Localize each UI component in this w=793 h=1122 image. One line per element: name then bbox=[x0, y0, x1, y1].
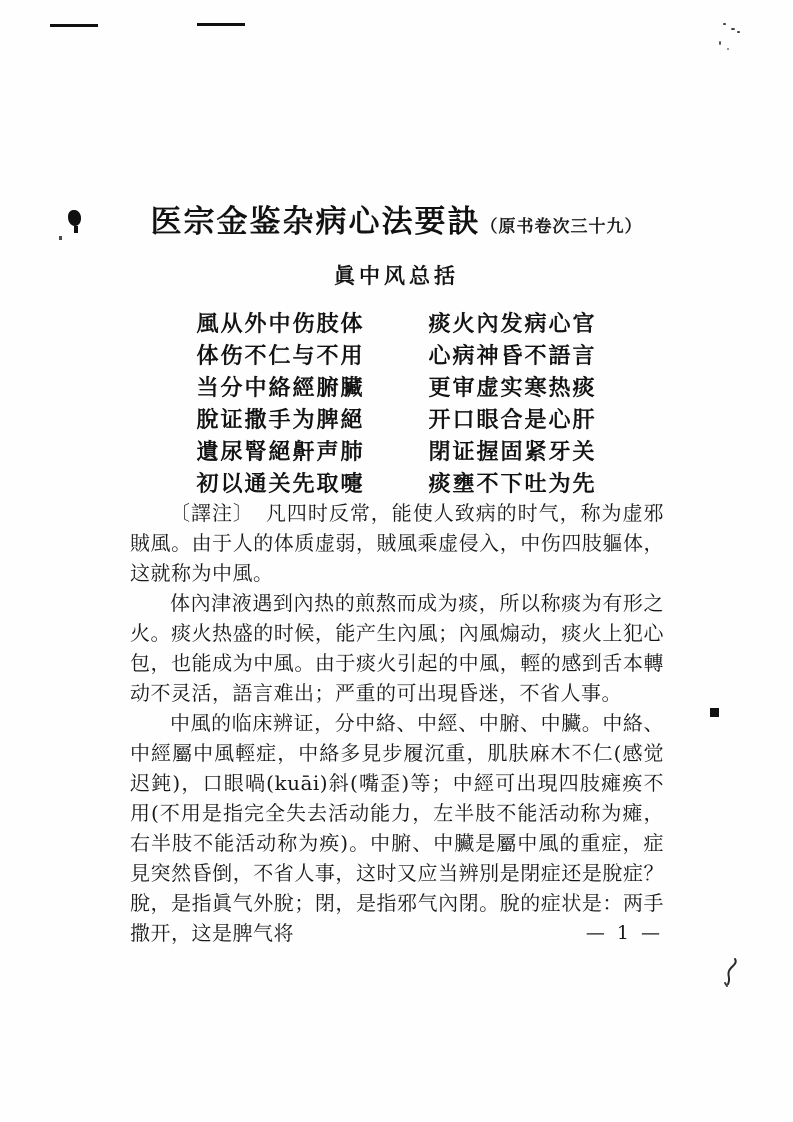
verse-right: 开口眼合是心肝 bbox=[428, 406, 597, 433]
verse-right: 痰壅不下吐为先 bbox=[428, 470, 597, 497]
scan-speck bbox=[719, 41, 721, 45]
verse-left: 遺尿腎絕鼾声肺 bbox=[196, 438, 365, 465]
scan-speck bbox=[723, 23, 726, 25]
annotation-paragraph: 体內津液遇到內热的煎熬而成为痰，所以称痰为有形之火。痰火热盛的时候，能产生內風；內風煽动，痰火上犯心包，也能成为中風。由于痰火引起的中風，輕的感到舌本轉动不灵活，語言难出；严重的可出現昏迷，不省人事。 bbox=[130, 591, 664, 705]
page-header bbox=[0, 196, 793, 241]
annotation-paragraph bbox=[130, 498, 664, 588]
scan-speck bbox=[737, 31, 740, 33]
verse-row bbox=[196, 370, 596, 402]
annotation-block bbox=[130, 498, 664, 948]
scan-dash-mark-1 bbox=[50, 24, 98, 27]
margin-square-mark bbox=[710, 708, 719, 717]
book-title-volume-note: （原书卷次三十九） bbox=[480, 217, 643, 237]
verse-row bbox=[196, 402, 596, 434]
verse-row bbox=[196, 434, 596, 466]
pen-squiggle-mark bbox=[716, 956, 742, 990]
scan-speck bbox=[731, 28, 735, 30]
annotation-label: 〔譯注〕 bbox=[170, 501, 254, 525]
verse-block bbox=[0, 306, 793, 498]
annotation-paragraph: 中風的临床辨证，分中絡、中經、中腑、中臟。中絡、中經屬中風輕症，中絡多見步履沉重，肌肤麻木不仁(感觉迟鈍)，口眼喎(kuāi)斜(嘴歪)等；中經可出現四肢瘫痪不用(不用是指完全失去活动能力，左半肢不能活动称为瘫，右半肢不能活动称为痪)。中腑、中臟是屬中風的重症，症見突然昏倒，不省人事，这时又应当辨別是閉症还是脫症？脫，是指眞气外脫；閉，是指邪气內閉。脫的症状是：两手撒开，这是脾气将 bbox=[130, 711, 664, 945]
book-title: 医宗金鉴杂病心法要訣 bbox=[150, 204, 481, 240]
verse-row bbox=[196, 466, 596, 498]
verse-left: 初以通关先取嚏 bbox=[196, 470, 365, 497]
annotation-text: 凡四时反常，能使人致病的时气，称为虚邪賊風。由于人的体质虚弱，賊風乘虚侵入，中伤四肢軀体，这就称为中風。 bbox=[130, 501, 665, 585]
page-number: — 1 — bbox=[585, 922, 663, 944]
scan-dash-mark-2 bbox=[197, 23, 245, 26]
verse-left: 体伤不仁与不用 bbox=[196, 342, 365, 369]
verse-right: 更审虚实寒热痰 bbox=[428, 374, 597, 401]
verse-right: 閉证握固紧牙关 bbox=[428, 438, 597, 465]
verse-left: 風从外中伤肢体 bbox=[196, 310, 365, 337]
verse-right: 心病神昏不語言 bbox=[428, 342, 597, 369]
verse-left: 当分中絡經腑臟 bbox=[196, 374, 365, 401]
verse-row bbox=[196, 306, 596, 338]
scan-speck bbox=[727, 48, 729, 50]
verse-left: 脫证撒手为脾絕 bbox=[196, 406, 365, 433]
verse-row bbox=[196, 338, 596, 370]
verse-right: 痰火內发病心官 bbox=[428, 310, 597, 337]
section-title: 眞中风总括 bbox=[334, 263, 459, 288]
